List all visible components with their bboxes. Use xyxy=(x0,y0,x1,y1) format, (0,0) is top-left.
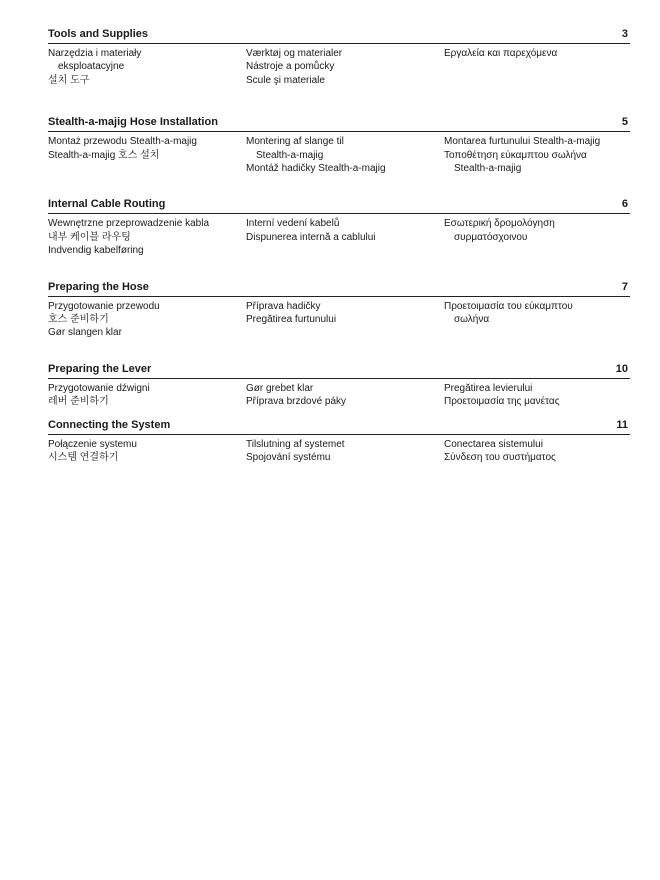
translation-column-2 xyxy=(246,47,444,87)
section-header xyxy=(48,419,630,435)
translation-column-1 xyxy=(48,382,246,409)
translation-line: 호스 준비하기 xyxy=(48,314,109,326)
section-header xyxy=(48,198,630,214)
translation-line: Προετοιμασία του εύκαμπτου xyxy=(444,300,573,312)
translation-column-1 xyxy=(48,217,246,257)
translation-column-3 xyxy=(444,300,630,340)
translation-line: Příprava brzdové páky xyxy=(246,396,347,408)
translation-column-1 xyxy=(48,135,246,175)
section-title[interactable]: Connecting the System xyxy=(48,418,171,431)
translation-line: 설치 도구 xyxy=(48,74,90,86)
translation-line: 레버 준비하기 xyxy=(48,396,109,408)
translation-line: Scule şi materiale xyxy=(246,74,325,86)
translation-column-2 xyxy=(246,300,444,340)
translation-line: Εργαλεία και παρεχόμενα xyxy=(444,48,558,59)
translation-line: Montering af slange til xyxy=(246,136,344,148)
translation-line: Pregătirea furtunului xyxy=(246,314,337,326)
translation-line: Gør grebet klar xyxy=(246,382,314,394)
translation-line: Przygotowanie dźwigni xyxy=(48,382,150,394)
toc-section xyxy=(48,28,630,87)
toc-section xyxy=(48,116,630,175)
section-title[interactable]: Stealth-a-majig Hose Installation xyxy=(48,116,218,129)
translation-line: συρματόσχοινου xyxy=(454,231,528,243)
translation-line: Stealth-a-majig xyxy=(454,163,522,175)
translation-line: Gør slangen klar xyxy=(48,327,122,339)
translation-line: Příprava hadičky xyxy=(246,300,321,312)
translation-column-2 xyxy=(246,382,444,409)
translation-line: Σύνδεση του συστήματος xyxy=(444,452,556,464)
translation-line: Montarea furtunului Stealth-a-majig xyxy=(444,136,601,148)
page-number[interactable]: 5 xyxy=(621,116,628,129)
section-header xyxy=(48,28,630,44)
translation-line: Stealth-a-majig 호스 설치 xyxy=(48,149,160,161)
translation-line: Interní vedení kabelů xyxy=(246,218,340,230)
translation-column-2 xyxy=(246,217,444,257)
translation-line: Pregătirea levierului xyxy=(444,382,533,394)
toc-section xyxy=(48,419,630,465)
translation-line: Εσωτερική δρομολόγηση xyxy=(444,218,555,230)
section-header xyxy=(48,116,630,132)
translation-column-1 xyxy=(48,47,246,87)
translation-line: Nástroje a pomůcky xyxy=(246,61,335,73)
section-title[interactable]: Preparing the Hose xyxy=(48,280,149,293)
translation-line: Værktøj og materialer xyxy=(246,48,343,59)
translation-column-2 xyxy=(246,135,444,175)
translation-line: Montáž hadičky Stealth-a-majig xyxy=(246,163,386,175)
translation-column-1 xyxy=(48,300,246,340)
page-number[interactable]: 10 xyxy=(615,362,628,375)
translation-line: Προετοιμασία της μανέτας xyxy=(444,396,560,408)
translation-line: Conectarea sistemului xyxy=(444,438,543,450)
section-title[interactable]: Internal Cable Routing xyxy=(48,198,166,211)
translation-line: Stealth-a-majig xyxy=(256,149,324,161)
translation-line: Wewnętrzne przeprowadzenie kabla xyxy=(48,218,210,230)
translation-column-3 xyxy=(444,47,630,87)
translation-line: Spojování systému xyxy=(246,452,331,464)
page-number[interactable]: 3 xyxy=(621,28,628,40)
translation-line: eksploatacyjne xyxy=(58,61,125,73)
page-number[interactable]: 6 xyxy=(621,198,628,211)
translation-line: Tilslutning af systemet xyxy=(246,438,345,450)
table-of-contents xyxy=(48,28,630,465)
translation-line: 시스템 연결하기 xyxy=(48,452,119,464)
translation-column-3 xyxy=(444,217,630,257)
translation-line: 내부 케이블 라우팅 xyxy=(48,231,131,243)
page-number[interactable]: 11 xyxy=(616,418,628,431)
section-header xyxy=(48,363,630,379)
translation-line: Dispunerea internă a cablului xyxy=(246,231,376,243)
translation-column-3 xyxy=(444,438,630,465)
translation-column-3 xyxy=(444,382,630,409)
translation-line: Montaż przewodu Stealth-a-majig xyxy=(48,136,197,148)
translation-line: σωλήνα xyxy=(454,314,490,326)
section-header xyxy=(48,281,630,297)
translation-line: Połączenie systemu xyxy=(48,438,137,450)
translation-line: Przygotowanie przewodu xyxy=(48,300,160,312)
toc-section xyxy=(48,363,630,409)
translation-line: Τοποθέτηση εύκαμπτου σωλήνα xyxy=(444,149,587,161)
page-number[interactable]: 7 xyxy=(621,280,628,293)
toc-section xyxy=(48,281,630,340)
translation-column-3 xyxy=(444,135,630,175)
translation-line: Indvendig kabelføring xyxy=(48,245,144,257)
section-title[interactable]: Preparing the Lever xyxy=(48,362,152,375)
translation-column-2 xyxy=(246,438,444,465)
translation-column-1 xyxy=(48,438,246,465)
toc-section xyxy=(48,198,630,257)
translation-line: Narzędzia i materiały xyxy=(48,48,142,59)
section-title[interactable]: Tools and Supplies xyxy=(48,28,149,40)
